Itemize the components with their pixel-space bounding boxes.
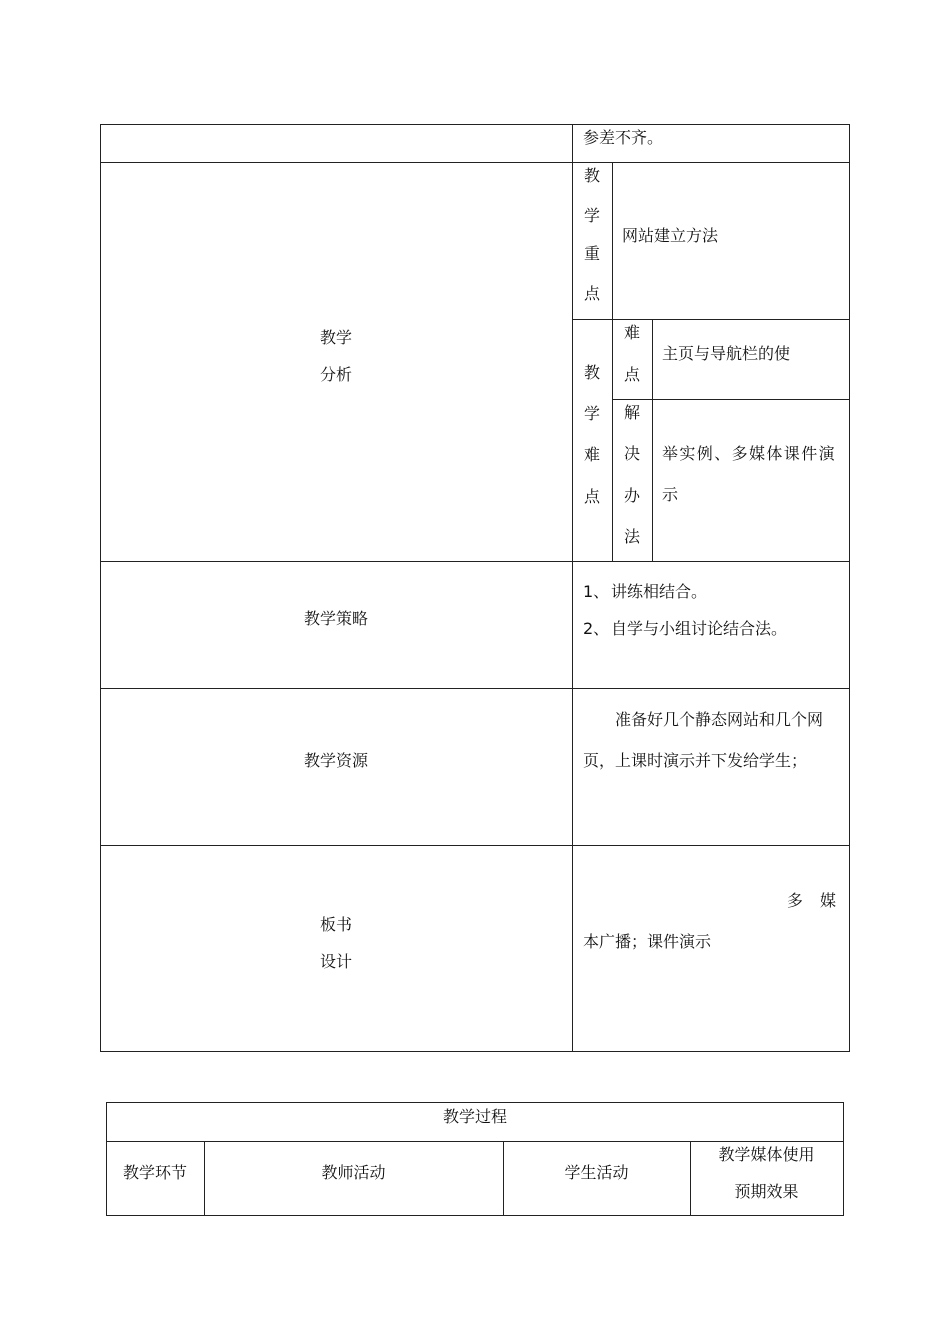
solution-label: 法 <box>623 527 640 546</box>
table-border-left <box>100 124 101 1052</box>
difficulty-sub-label: 点 <box>623 365 640 384</box>
difficulty-label: 点 <box>583 487 600 506</box>
column-header-student: 学生活动 <box>564 1163 629 1182</box>
table-border-top <box>106 1102 844 1103</box>
strategy-label: 教学策略 <box>303 609 368 628</box>
table-border-right <box>849 124 850 1052</box>
key-point-label: 重 <box>583 244 600 263</box>
solution-label: 决 <box>623 444 640 463</box>
solution-label: 办 <box>623 486 640 505</box>
row-divider <box>572 319 850 320</box>
column-header-media: 教学媒体使用 <box>718 1145 815 1164</box>
column-divider <box>652 319 653 561</box>
column-header-teacher: 教师活动 <box>321 1163 386 1182</box>
solution-content: 举实例、多媒体课件演 <box>662 444 837 463</box>
resources-text: 页，上课时演示并下发给学生； <box>583 751 808 770</box>
key-point-content: 网站建立方法 <box>622 226 719 245</box>
table-border-top <box>100 124 850 125</box>
row-divider <box>612 399 850 400</box>
difficulty-label: 教 <box>583 363 600 382</box>
process-title: 教学过程 <box>442 1107 507 1126</box>
key-point-label: 学 <box>583 206 600 225</box>
difficulty-sub-label: 难 <box>623 323 640 342</box>
row-divider <box>100 845 850 846</box>
strategy-item-text: 讲练相结合。 <box>611 582 708 601</box>
analysis-label: 教学 <box>319 328 352 347</box>
key-point-label: 教 <box>583 166 600 185</box>
strategy-item-number: 2、 <box>583 619 610 638</box>
continued-text: 参差不齐。 <box>583 128 664 147</box>
board-design-text: 本广播；课件演示 <box>583 932 712 951</box>
difficulty-label: 学 <box>583 404 600 423</box>
board-design-label: 设计 <box>319 952 352 971</box>
difficulty-label: 难 <box>583 445 600 464</box>
strategy-item-text: 自学与小组讨论结合法。 <box>611 619 788 638</box>
row-divider <box>106 1141 844 1142</box>
resources-label: 教学资源 <box>303 751 368 770</box>
table-border-bottom <box>100 1051 850 1052</box>
strategy-item-number: 1、 <box>583 582 610 601</box>
resources-text: 准备好几个静态网站和几个网 <box>615 710 824 729</box>
column-header-media: 预期效果 <box>734 1182 799 1201</box>
difficulty-content: 主页与导航栏的使 <box>662 344 791 363</box>
board-design-text: 多 媒 <box>786 891 842 910</box>
row-divider <box>100 688 850 689</box>
table-border-bottom <box>106 1215 844 1216</box>
analysis-label: 分析 <box>319 365 352 384</box>
board-design-label: 板书 <box>319 915 352 934</box>
solution-label: 解 <box>623 403 640 422</box>
row-divider <box>100 162 850 163</box>
key-point-label: 点 <box>583 284 600 303</box>
row-divider <box>100 561 850 562</box>
solution-content: 示 <box>662 485 679 504</box>
column-header-stage: 教学环节 <box>122 1163 187 1182</box>
